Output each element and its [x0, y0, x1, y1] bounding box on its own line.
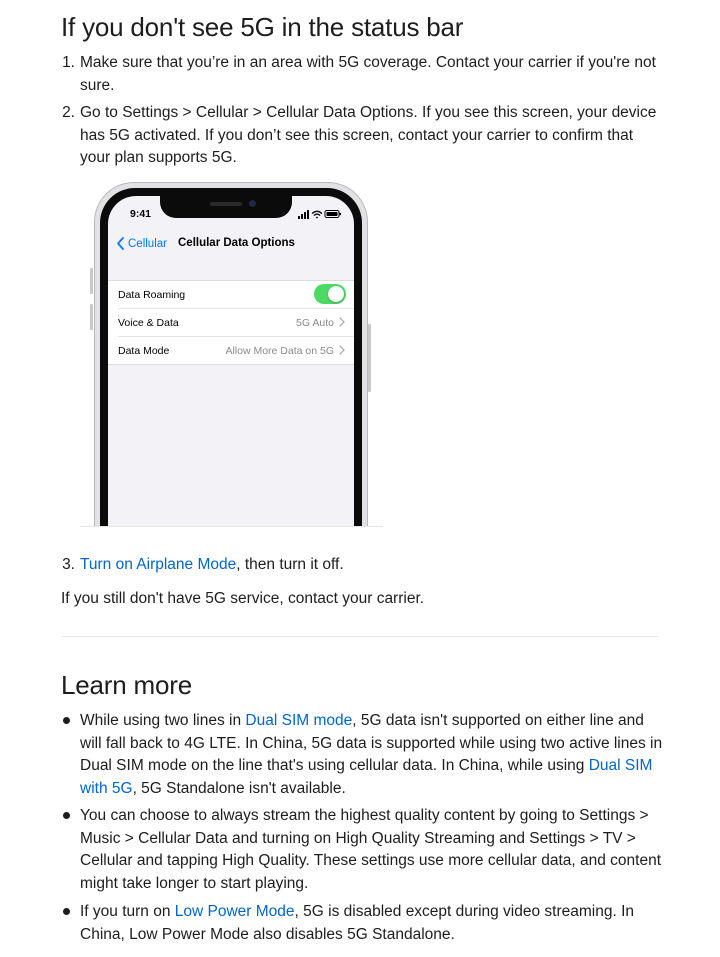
speaker-grille — [210, 202, 242, 206]
dual-sim-mode-link[interactable]: Dual SIM mode — [245, 712, 353, 729]
step-2-text: Go to Settings > Cellular > Cellular Data Options. If you see this screen, your device has 5G activated. If you don’t see this screen, contact your carrier to confirm that your plan supports 5G. — [80, 104, 657, 166]
iphone-cellular-data-options-illustration — [80, 180, 383, 527]
chevron-right-icon — [338, 345, 346, 355]
phone-notch — [160, 196, 292, 218]
settings-row-data-mode[interactable] — [118, 337, 354, 364]
section-heading-learn-more: Learn more — [61, 670, 192, 700]
toggle-knob — [328, 286, 344, 302]
row-value: 5G Auto — [296, 317, 334, 329]
step-number: 3. — [62, 556, 75, 573]
step-3-text — [80, 554, 665, 577]
settings-group — [108, 280, 354, 365]
volume-button — [90, 268, 93, 294]
chevron-left-icon — [116, 237, 125, 250]
settings-row-data-roaming[interactable] — [118, 281, 354, 309]
bullet-dot — [63, 812, 70, 819]
status-bar-icons — [298, 209, 342, 219]
wifi-icon — [313, 211, 322, 218]
back-button[interactable] — [116, 237, 167, 250]
row-label: Data Mode — [118, 345, 170, 357]
step-1-text: Make sure that you’re in an area with 5G coverage. Contact your carrier if you're not sure. — [80, 54, 656, 94]
battery-icon — [325, 211, 341, 218]
text-segment: , 5G data isn't supported on either line and will fall back to 4G LTE. In China, 5G data is supported while using two active lines in Dual SIM mode on the line that's using cellular data. In China, while using — [80, 712, 663, 774]
illustration-baseline — [80, 526, 383, 527]
text-segment: , 5G Standalone isn't available. — [132, 779, 346, 797]
bullet-streaming-text: You can choose to always stream the highest quality content by going to Settings > Music > Cellular Data and turning on High Quality Streaming and Settings > TV > Cellular and tapping High Quality. These settings use more cellular data, and content might take longer to start playing. — [80, 807, 662, 892]
text-segment: If you turn on — [80, 903, 175, 920]
step-3-text-after: , then turn it off. — [236, 556, 344, 573]
front-camera — [249, 200, 256, 207]
bullet-dot — [63, 908, 70, 915]
settings-row-voice-data[interactable] — [118, 309, 354, 337]
contact-carrier-text: If you still don't have 5G service, contact your carrier. — [61, 590, 425, 607]
bullet-dot — [63, 717, 70, 724]
bullet-low-power-text — [80, 901, 665, 946]
status-bar-time: 9:41 — [130, 208, 152, 220]
step-number: 2. — [62, 104, 75, 121]
text-segment: While using two lines in — [80, 712, 246, 729]
chevron-right-icon — [338, 317, 346, 327]
phone-frame — [94, 182, 368, 527]
bullet-dual-sim-text — [80, 710, 665, 800]
dual-sim-with-5g-link[interactable]: Dual SIM with 5G — [80, 757, 653, 797]
phone-bezel — [100, 188, 362, 527]
step-number: 1. — [62, 54, 75, 71]
data-roaming-toggle[interactable] — [314, 284, 346, 304]
row-label: Voice & Data — [118, 317, 179, 329]
row-value: Allow More Data on 5G — [225, 345, 334, 357]
phone-screen — [108, 196, 354, 527]
section-divider — [61, 636, 659, 637]
nav-title: Cellular Data Options — [178, 237, 295, 249]
back-button-label: Cellular — [128, 237, 167, 250]
turn-on-airplane-mode-link[interactable]: Turn on Airplane Mode — [80, 556, 237, 573]
text-segment: , 5G is disabled except during video streaming. In China, Low Power Mode also disables 5G Standalone. — [80, 903, 635, 943]
section-heading-status-bar: If you don't see 5G in the status bar — [61, 12, 464, 42]
low-power-mode-link[interactable]: Low Power Mode — [174, 903, 295, 920]
power-button — [368, 324, 371, 392]
cellular-signal-icon — [298, 210, 309, 219]
volume-button — [90, 304, 93, 330]
row-label: Data Roaming — [118, 289, 186, 301]
